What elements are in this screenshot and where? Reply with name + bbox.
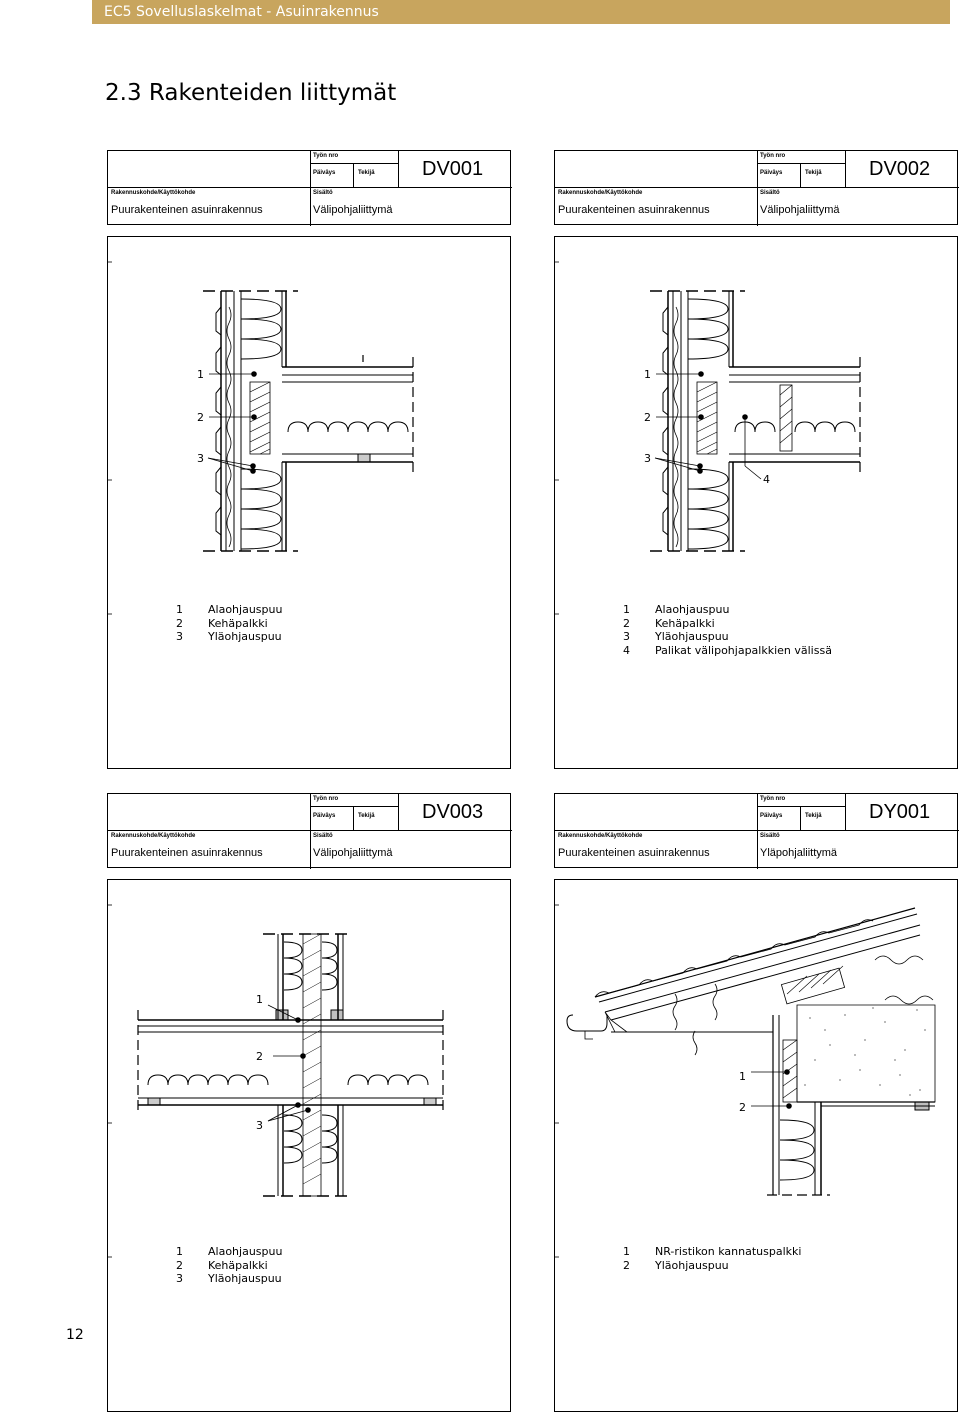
- section-heading: 2.3 Rakenteiden liittymät: [105, 80, 397, 106]
- label-tyon-nro: Työn nro: [313, 153, 339, 159]
- callout-3: 3: [197, 452, 204, 465]
- title-block-dv002: [554, 150, 958, 225]
- roof-eaves-junction-drawing: [555, 880, 957, 1411]
- detail-code: DV003: [422, 801, 484, 823]
- legend-item: 2 Yläohjauspuu: [623, 1258, 729, 1272]
- label-kohde: Rakennuskohde/Käyttökohde: [558, 190, 643, 196]
- callout-1: 1: [197, 368, 204, 381]
- callout-1: 1: [739, 1070, 746, 1083]
- project-name: Puurakenteinen asuinrakennus: [111, 847, 263, 859]
- drawing-frame-dv003: [107, 879, 511, 1412]
- callout-4: 4: [763, 473, 770, 486]
- label-paivays: Päiväys: [313, 813, 336, 819]
- legend-dv001: [176, 603, 282, 644]
- title-block-dy001: [554, 793, 958, 868]
- detail-content: Välipohjaliittymä: [313, 847, 393, 859]
- label-tyon-nro: Työn nro: [313, 796, 339, 802]
- label-sisalto: Sisältö: [760, 833, 780, 839]
- drawing-frame-dy001: [554, 879, 958, 1412]
- header-bar: [92, 0, 950, 24]
- label-kohde: Rakennuskohde/Käyttökohde: [111, 833, 196, 839]
- title-block-dv003: [107, 793, 511, 868]
- label-kohde: Rakennuskohde/Käyttökohde: [558, 833, 643, 839]
- callout-3: 3: [644, 452, 651, 465]
- detail-code: DV002: [869, 158, 931, 180]
- drawing-frame-dv002: [554, 236, 958, 769]
- legend-item: 2 Kehäpalkki: [176, 616, 268, 630]
- legend-item: 1 Alaohjauspuu: [623, 603, 730, 616]
- callout-3: 3: [256, 1119, 263, 1132]
- label-paivays: Päiväys: [760, 170, 783, 176]
- wall-floor-junction-drawing: [108, 237, 510, 768]
- drawing-frame-dv001: [107, 236, 511, 769]
- header-title: EC5 Sovelluslaskelmat - Asuinrakennus: [104, 4, 379, 20]
- legend-dy001: [623, 1245, 801, 1272]
- label-sisalto: Sisältö: [760, 190, 780, 196]
- legend-dv003: [176, 1245, 282, 1286]
- title-block-dv001: [107, 150, 511, 225]
- label-sisalto: Sisältö: [313, 833, 333, 839]
- label-tyon-nro: Työn nro: [760, 796, 786, 802]
- legend-item: 1 Alaohjauspuu: [176, 1245, 283, 1258]
- callout-2: 2: [256, 1050, 263, 1063]
- callout-1: 1: [644, 368, 651, 381]
- legend-item: 2 Kehäpalkki: [176, 1258, 268, 1272]
- detail-code: DY001: [869, 801, 931, 823]
- label-sisalto: Sisältö: [313, 190, 333, 196]
- label-tekija: Tekijä: [358, 170, 375, 176]
- callout-2: 2: [197, 411, 204, 424]
- legend-item: 2 Kehäpalkki: [623, 616, 715, 630]
- callout-2: 2: [739, 1101, 746, 1114]
- page-number: 12: [66, 1327, 84, 1343]
- legend-dv002: [623, 603, 832, 657]
- callout-2: 2: [644, 411, 651, 424]
- legend-item: 3 Yläohjauspuu: [176, 630, 282, 643]
- label-tekija: Tekijä: [805, 170, 822, 176]
- project-name: Puurakenteinen asuinrakennus: [558, 847, 710, 859]
- label-tekija: Tekijä: [805, 813, 822, 819]
- callout-1: 1: [256, 993, 263, 1006]
- legend-item: 3 Yläohjauspuu: [623, 630, 729, 643]
- detail-code: DV001: [422, 158, 484, 180]
- label-tekija: Tekijä: [358, 813, 375, 819]
- legend-item: 3 Yläohjauspuu: [176, 1272, 282, 1285]
- project-name: Puurakenteinen asuinrakennus: [111, 204, 263, 216]
- project-name: Puurakenteinen asuinrakennus: [558, 204, 710, 216]
- label-paivays: Päiväys: [760, 813, 783, 819]
- wall-floor-junction-drawing: [555, 237, 957, 768]
- detail-content: Yläpohjaliittymä: [760, 847, 838, 859]
- legend-item: 1 NR-ristikon kannatuspalkki: [623, 1245, 802, 1258]
- legend-item: 4 Palikat välipohjapalkkien välissä: [623, 643, 832, 657]
- legend-item: 1 Alaohjauspuu: [176, 603, 283, 616]
- label-paivays: Päiväys: [313, 170, 336, 176]
- label-tyon-nro: Työn nro: [760, 153, 786, 159]
- detail-content: Välipohjaliittymä: [313, 204, 393, 216]
- label-kohde: Rakennuskohde/Käyttökohde: [111, 190, 196, 196]
- interior-wall-floor-junction-drawing: [108, 880, 510, 1411]
- detail-content: Välipohjaliittymä: [760, 204, 840, 216]
